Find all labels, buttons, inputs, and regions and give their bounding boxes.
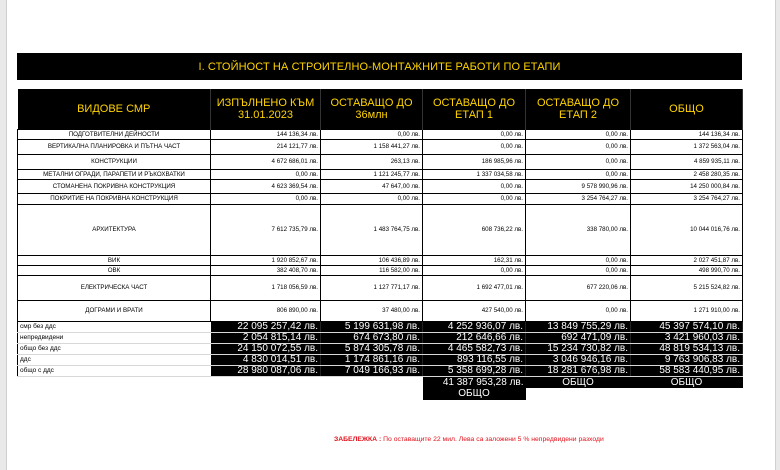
row-value-cell: 144 136,34 лв. bbox=[211, 130, 321, 140]
table-row bbox=[18, 130, 743, 140]
row-value-cell: 806 890,00 лв. bbox=[211, 301, 321, 322]
tail-blank bbox=[18, 388, 211, 400]
row-value-cell: 106 436,89 лв. bbox=[321, 256, 423, 266]
row-value-cell: 608 736,22 лв. bbox=[423, 205, 526, 256]
summary-value-cell: 893 116,55 лв. bbox=[423, 355, 526, 366]
tail-total-label: ОБЩО bbox=[631, 377, 743, 389]
tail-blank bbox=[321, 377, 423, 389]
row-value-cell: 2 458 280,35 лв. bbox=[631, 170, 743, 180]
row-value-cell: 0,00 лв. bbox=[211, 194, 321, 205]
row-value-cell: 0,00 лв. bbox=[526, 301, 631, 322]
summary-value-cell: 28 980 087,06 лв. bbox=[211, 366, 321, 377]
summary-value-cell: 7 049 166,93 лв. bbox=[321, 366, 423, 377]
summary-value-cell: 692 471,09 лв. bbox=[526, 333, 631, 344]
row-value-cell: 1 372 563,04 лв. bbox=[631, 140, 743, 155]
row-label: ВЕРТИКАЛНА ПЛАНИРОВКА И ПЪТНА ЧАСТ bbox=[18, 140, 211, 155]
summary-value-cell: 4 465 582,73 лв. bbox=[423, 344, 526, 355]
row-value-cell: 0,00 лв. bbox=[321, 194, 423, 205]
row-value-cell: 338 780,00 лв. bbox=[526, 205, 631, 256]
row-value-cell: 144 136,34 лв. bbox=[631, 130, 743, 140]
row-value-cell: 116 582,00 лв. bbox=[321, 266, 423, 276]
row-value-cell: 4 672 686,01 лв. bbox=[211, 155, 321, 170]
summary-value-cell: 13 849 755,29 лв. bbox=[526, 322, 631, 333]
row-value-cell: 186 985,96 лв. bbox=[423, 155, 526, 170]
row-label: КОНСТРУКЦИИ bbox=[18, 155, 211, 170]
row-value-cell: 3 254 764,27 лв. bbox=[526, 194, 631, 205]
table-row bbox=[18, 266, 743, 276]
row-label: ПОДГОТВИТЕЛНИ ДЕЙНОСТИ bbox=[18, 130, 211, 140]
row-value-cell: 5 215 524,82 лв. bbox=[631, 276, 743, 301]
row-value-cell: 9 578 990,96 лв. bbox=[526, 180, 631, 194]
row-value-cell: 3 254 764,27 лв. bbox=[631, 194, 743, 205]
row-value-cell: 4 859 935,11 лв. bbox=[631, 155, 743, 170]
row-value-cell: 677 220,06 лв. bbox=[526, 276, 631, 301]
row-value-cell: 1 271 910,00 лв. bbox=[631, 301, 743, 322]
summary-row bbox=[18, 355, 743, 366]
tail-blank bbox=[211, 377, 321, 389]
table-row bbox=[18, 140, 743, 155]
row-label: ОВК bbox=[18, 266, 211, 276]
row-value-cell: 2 027 451,87 лв. bbox=[631, 256, 743, 266]
row-value-cell: 1 692 477,01 лв. bbox=[423, 276, 526, 301]
table-row bbox=[18, 180, 743, 194]
row-label: ДОГРАМИ И ВРАТИ bbox=[18, 301, 211, 322]
row-label: МЕТАЛНИ ОГРАДИ, ПАРАПЕТИ И РЪКОХВАТКИ bbox=[18, 170, 211, 180]
table-row bbox=[18, 205, 743, 256]
header-cell-type: ВИДОВЕ СМР bbox=[18, 89, 211, 130]
row-value-cell: 0,00 лв. bbox=[526, 155, 631, 170]
row-value-cell: 1 337 034,58 лв. bbox=[423, 170, 526, 180]
header-cell-remaining-stage2: ОСТАВАЩО ДО ЕТАП 2 bbox=[526, 89, 631, 130]
summary-value-cell: 4 252 936,07 лв. bbox=[423, 322, 526, 333]
row-value-cell: 47 647,00 лв. bbox=[321, 180, 423, 194]
table-row bbox=[18, 256, 743, 266]
summary-label: непредвидени bbox=[18, 333, 211, 344]
summary-label: смр без ддс bbox=[18, 322, 211, 333]
row-value-cell: 214 121,77 лв. bbox=[211, 140, 321, 155]
section-title: I. СТОЙНОСТ НА СТРОИТЕЛНО-МОНТАЖНИТЕ РАБОТИ ПО ЕТАПИ bbox=[17, 53, 742, 80]
summary-label: ддс bbox=[18, 355, 211, 366]
row-value-cell: 0,00 лв. bbox=[526, 256, 631, 266]
summary-row bbox=[18, 344, 743, 355]
row-value-cell: 0,00 лв. bbox=[526, 140, 631, 155]
row-value-cell: 37 480,00 лв. bbox=[321, 301, 423, 322]
table-row bbox=[18, 301, 743, 322]
summary-label: общо без ддс bbox=[18, 344, 211, 355]
header-cell-remaining-stage1: ОСТАВАЩО ДО ЕТАП 1 bbox=[423, 89, 526, 130]
summary-value-cell: 1 174 861,16 лв. bbox=[321, 355, 423, 366]
summary-value-cell: 22 095 257,42 лв. bbox=[211, 322, 321, 333]
row-value-cell: 1 158 441,27 лв. bbox=[321, 140, 423, 155]
summary-row bbox=[18, 366, 743, 377]
row-label: СТОМАНЕНА ПОКРИВНА КОНСТРУКЦИЯ bbox=[18, 180, 211, 194]
tail-total-value: 41 387 953,28 лв. bbox=[423, 377, 526, 389]
tail-row bbox=[18, 377, 743, 389]
tail-blank bbox=[321, 388, 423, 400]
row-value-cell: 0,00 лв. bbox=[423, 266, 526, 276]
tail-total-label: ОБЩО bbox=[526, 377, 631, 389]
row-value-cell: 4 623 369,54 лв. bbox=[211, 180, 321, 194]
table-row bbox=[18, 155, 743, 170]
summary-value-cell: 2 054 815,14 лв. bbox=[211, 333, 321, 344]
summary-value-cell: 9 763 906,83 лв. bbox=[631, 355, 743, 366]
row-value-cell: 0,00 лв. bbox=[526, 170, 631, 180]
row-value-cell: 498 990,70 лв. bbox=[631, 266, 743, 276]
summary-row bbox=[18, 333, 743, 344]
row-value-cell: 162,31 лв. bbox=[423, 256, 526, 266]
note-text: По оставащите 22 мил. Лева са заложени 5 % непредвидени разходи bbox=[383, 436, 604, 443]
header-cell-remaining-36m: ОСТАВАЩО ДО 36млн bbox=[321, 89, 423, 130]
summary-value-cell: 3 421 960,03 лв. bbox=[631, 333, 743, 344]
note bbox=[334, 436, 754, 443]
row-label: ВИК bbox=[18, 256, 211, 266]
row-value-cell: 1 121 245,77 лв. bbox=[321, 170, 423, 180]
header-cell-done: ИЗПЪЛНЕНО КЪМ 31.01.2023 bbox=[211, 89, 321, 130]
summary-value-cell: 674 673,80 лв. bbox=[321, 333, 423, 344]
row-value-cell: 0,00 лв. bbox=[526, 266, 631, 276]
table-row bbox=[18, 276, 743, 301]
row-value-cell: 1 718 056,59 лв. bbox=[211, 276, 321, 301]
tail-blank bbox=[526, 388, 631, 400]
summary-value-cell: 5 358 699,28 лв. bbox=[423, 366, 526, 377]
summary-value-cell: 48 819 534,13 лв. bbox=[631, 344, 743, 355]
row-value-cell: 263,13 лв. bbox=[321, 155, 423, 170]
table-row bbox=[18, 170, 743, 180]
smr-table bbox=[17, 89, 743, 400]
table-header-row bbox=[18, 89, 743, 130]
row-value-cell: 427 540,00 лв. bbox=[423, 301, 526, 322]
summary-value-cell: 5 199 631,98 лв. bbox=[321, 322, 423, 333]
tail-blank bbox=[18, 377, 211, 389]
tail-row bbox=[18, 388, 743, 400]
summary-label: общо с ддс bbox=[18, 366, 211, 377]
row-label: ПОКРИТИЕ НА ПОКРИВНА КОНСТРУКЦИЯ bbox=[18, 194, 211, 205]
row-value-cell: 10 044 016,76 лв. bbox=[631, 205, 743, 256]
row-label: ЕЛЕКТРИЧЕСКА ЧАСТ bbox=[18, 276, 211, 301]
row-value-cell: 0,00 лв. bbox=[423, 194, 526, 205]
row-value-cell: 14 250 000,84 лв. bbox=[631, 180, 743, 194]
row-value-cell: 0,00 лв. bbox=[423, 130, 526, 140]
header-cell-total: ОБЩО bbox=[631, 89, 743, 130]
summary-value-cell: 5 874 305,78 лв. bbox=[321, 344, 423, 355]
summary-value-cell: 3 046 946,16 лв. bbox=[526, 355, 631, 366]
tail-total-label: ОБЩО bbox=[423, 388, 526, 400]
row-value-cell: 0,00 лв. bbox=[211, 170, 321, 180]
row-label: АРХИТЕКТУРА bbox=[18, 205, 211, 256]
summary-row bbox=[18, 322, 743, 333]
row-value-cell: 1 483 764,75 лв. bbox=[321, 205, 423, 256]
note-label: ЗАБЕЛЕЖКА : bbox=[334, 436, 382, 443]
summary-value-cell: 18 281 676,98 лв. bbox=[526, 366, 631, 377]
row-value-cell: 1 920 852,67 лв. bbox=[211, 256, 321, 266]
tail-blank bbox=[211, 388, 321, 400]
table-row bbox=[18, 194, 743, 205]
tail-blank bbox=[631, 388, 743, 400]
summary-value-cell: 58 583 440,95 лв. bbox=[631, 366, 743, 377]
row-value-cell: 0,00 лв. bbox=[526, 130, 631, 140]
summary-value-cell: 45 397 574,10 лв. bbox=[631, 322, 743, 333]
row-value-cell: 0,00 лв. bbox=[423, 180, 526, 194]
summary-value-cell: 4 830 014,51 лв. bbox=[211, 355, 321, 366]
row-value-cell: 382 408,70 лв. bbox=[211, 266, 321, 276]
row-value-cell: 7 612 735,79 лв. bbox=[211, 205, 321, 256]
row-value-cell: 0,00 лв. bbox=[321, 130, 423, 140]
row-value-cell: 0,00 лв. bbox=[423, 140, 526, 155]
summary-value-cell: 212 646,66 лв. bbox=[423, 333, 526, 344]
row-value-cell: 1 127 771,17 лв. bbox=[321, 276, 423, 301]
summary-value-cell: 15 234 730,82 лв. bbox=[526, 344, 631, 355]
summary-value-cell: 24 150 072,55 лв. bbox=[211, 344, 321, 355]
